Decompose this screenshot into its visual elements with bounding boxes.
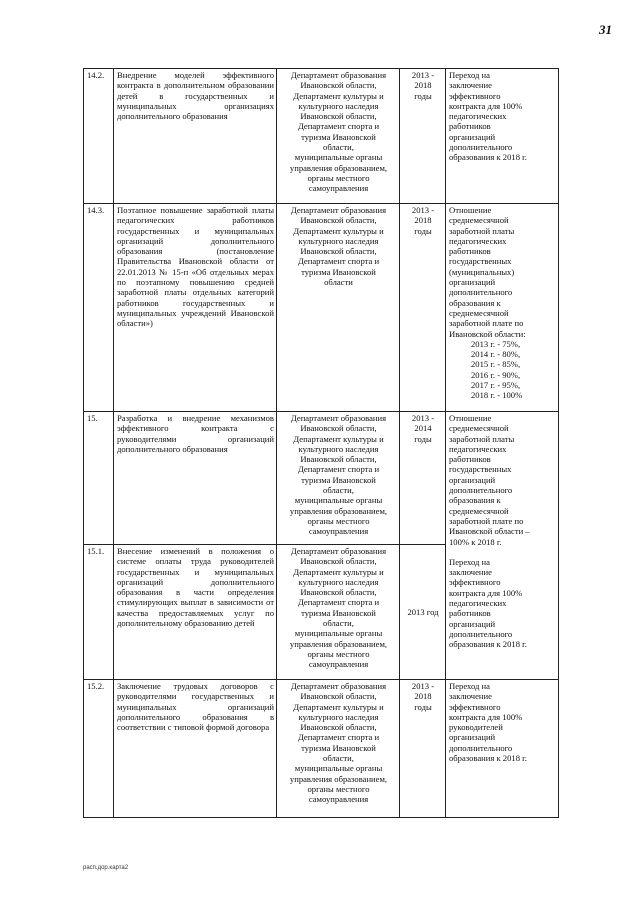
result-line: педагогических xyxy=(449,235,507,246)
responsible-line: Ивановской области, xyxy=(300,80,377,91)
result-line: эффективного xyxy=(449,701,501,712)
period-line: 2018 xyxy=(414,215,432,226)
roadmap-table xyxy=(83,68,559,818)
result-line: Ивановской области – xyxy=(449,526,530,537)
result-year-line: 2015 г. - 85%, xyxy=(471,359,521,370)
result-line: организаций xyxy=(449,618,496,629)
result-line: организаций xyxy=(449,131,496,142)
responsible-line: муниципальные органы xyxy=(294,152,383,163)
period-cell xyxy=(400,69,446,204)
period-cell xyxy=(400,204,446,412)
responsible-line: Ивановской области, xyxy=(300,691,377,702)
responsible-line: Департамент культуры и xyxy=(293,433,384,444)
responsible-line: Ивановской области, xyxy=(300,246,377,257)
result-line: педагогических xyxy=(449,443,507,454)
responsible-line: Департамент спорта и xyxy=(297,597,380,608)
action-cell: Внедрение моделей эффективного контракта в дополнительном образовании детей в государственных и муниципальных организациях дополнительного образования xyxy=(114,69,277,204)
result-line: государственных xyxy=(449,256,512,267)
result-line: заработной плате по xyxy=(449,515,524,526)
result-cell xyxy=(446,412,559,680)
responsible-cell xyxy=(277,545,400,680)
responsible-line: Ивановской области, xyxy=(300,722,377,733)
result-cell xyxy=(446,204,559,412)
responsible-line: управления образованием, xyxy=(289,162,388,173)
result-line: педагогических xyxy=(449,111,507,122)
responsible-line: Департамент спорта и xyxy=(297,732,380,743)
result-year-line: 2017 г. - 95%, xyxy=(471,380,521,391)
responsible-line: туризма Ивановской xyxy=(301,131,376,142)
result-cell xyxy=(446,69,559,204)
responsible-line: самоуправления xyxy=(308,659,369,670)
table-row xyxy=(84,204,559,412)
result-line: образования к xyxy=(449,297,501,308)
result-line: Переход на xyxy=(449,556,490,567)
result-line: заключение xyxy=(449,567,492,578)
responsible-line: самоуправления xyxy=(308,183,369,194)
responsible-line: органы местного xyxy=(307,172,370,183)
responsible-line: муниципальные органы xyxy=(294,628,383,639)
spacer xyxy=(449,547,556,557)
result-line: организаций xyxy=(449,732,496,743)
responsible-line: управления образованием, xyxy=(289,773,388,784)
responsible-line: органы местного xyxy=(307,648,370,659)
responsible-line: туризма Ивановской xyxy=(301,607,376,618)
period-line: 2018 xyxy=(414,80,432,91)
result-line: Переход на xyxy=(449,681,490,691)
responsible-line: Ивановской области, xyxy=(300,556,377,567)
responsible-line: туризма Ивановской xyxy=(301,474,376,485)
responsible-line: Департамент спорта и xyxy=(297,256,380,267)
result-line: образования к 2018 г. xyxy=(449,753,527,764)
result-line: заключение xyxy=(449,691,492,702)
responsible-line: муниципальные органы xyxy=(294,495,383,506)
result-line: образования к xyxy=(449,495,501,506)
result-line: Ивановской области: xyxy=(449,328,526,339)
period-line: годы xyxy=(414,225,432,236)
responsible-line: самоуправления xyxy=(308,794,369,805)
responsible-line: Ивановской области, xyxy=(300,587,377,598)
result-line: контракта для 100% xyxy=(449,587,523,598)
document-footer: расп.дор.карта2 xyxy=(83,865,129,871)
responsible-line: области, xyxy=(323,618,354,629)
responsible-line: Департамент образования xyxy=(290,205,387,215)
action-cell: Поэтапное повышение заработной платы педагогических работников государственных и муниципальных организаций дополнительного образования (постановление Правительства Ивановской области от 22.01.2013 № 15-п «Об отдельных мерах по поэтапному повышению средней заработной платы отдельных категорий работников государственных и муниципальных учреждений Ивановской области») xyxy=(114,204,277,412)
responsible-line: Департамент образования xyxy=(290,70,387,80)
responsible-line: Ивановской области, xyxy=(300,111,377,122)
responsible-cell xyxy=(277,680,400,818)
result-line: Отношение xyxy=(449,205,492,215)
item-number: 15.1. xyxy=(84,545,114,680)
result-line: Отношение xyxy=(449,413,492,423)
action-cell: Разработка и внедрение механизмов эффективного контракта с руководителями организаций дополнительного образования xyxy=(114,412,277,545)
responsible-line: области, xyxy=(323,142,354,153)
responsible-line: управления образованием, xyxy=(289,638,388,649)
responsible-line: органы местного xyxy=(307,783,370,794)
responsible-line: культурного наследия xyxy=(298,235,379,246)
responsible-line: Департамент культуры и xyxy=(293,566,384,577)
result-line: дополнительного xyxy=(449,142,513,153)
responsible-line: Департамент культуры и xyxy=(293,701,384,712)
period-cell xyxy=(400,545,446,680)
period-cell xyxy=(400,412,446,545)
result-line: среднемесячной xyxy=(449,215,509,226)
responsible-line: культурного наследия xyxy=(298,100,379,111)
result-line: руководителей xyxy=(449,722,503,733)
result-line: эффективного xyxy=(449,90,501,101)
period-line: 2013 - xyxy=(411,681,435,691)
result-line: дополнительного xyxy=(449,742,513,753)
responsible-line: культурного наследия xyxy=(298,576,379,587)
item-number: 14.3. xyxy=(84,204,114,412)
result-line: заработной платы xyxy=(449,225,515,236)
responsible-line: культурного наследия xyxy=(298,711,379,722)
responsible-cell xyxy=(277,204,400,412)
table-row xyxy=(84,680,559,818)
result-line: контракта для 100% xyxy=(449,100,523,111)
result-cell xyxy=(446,680,559,818)
result-line: работников xyxy=(449,121,491,132)
responsible-line: Ивановской области, xyxy=(300,454,377,465)
responsible-line: муниципальные органы xyxy=(294,763,383,774)
responsible-line: Департамент образования xyxy=(290,413,387,423)
responsible-line: Ивановской области, xyxy=(300,215,377,226)
result-year-line: 2016 г. - 90%, xyxy=(471,369,521,380)
result-line: контракта для 100% xyxy=(449,711,523,722)
result-line: работников xyxy=(449,608,491,619)
result-line: заключение xyxy=(449,80,492,91)
period-line: 2013 год xyxy=(407,607,439,618)
table-row xyxy=(84,69,559,204)
period-cell xyxy=(400,680,446,818)
result-line: работников xyxy=(449,246,491,257)
responsible-line: Департамент образования xyxy=(290,546,387,556)
responsible-line: самоуправления xyxy=(308,526,369,537)
result-line: заработной платы xyxy=(449,433,515,444)
period-line: 2014 xyxy=(414,423,432,434)
result-line: дополнительного xyxy=(449,628,513,639)
responsible-line: управления образованием, xyxy=(289,505,388,516)
result-line: среднемесячной xyxy=(449,307,509,318)
period-line: 2013 - xyxy=(411,413,435,423)
responsible-line: области xyxy=(324,277,353,288)
result-line: заработной плате по xyxy=(449,318,524,329)
responsible-line: туризма Ивановской xyxy=(301,742,376,753)
responsible-line: Ивановской области, xyxy=(300,423,377,434)
result-year-line: 2014 г. - 80%, xyxy=(471,349,521,360)
result-line: дополнительного xyxy=(449,287,513,298)
period-line: годы xyxy=(414,701,432,712)
responsible-line: Департамент спорта и xyxy=(297,464,380,475)
action-cell: Внесение изменений в положения о системе оплаты труда руководителей государственных и муниципальных организаций дополнительного образования в части определения стимулирующих выплат в зависимости от качества предоставляемых услуг по дополнительному образованию детей xyxy=(114,545,277,680)
table-row xyxy=(84,412,559,545)
item-number: 14.2. xyxy=(84,69,114,204)
result-line: организаций xyxy=(449,474,496,485)
result-year-line: 2018 г. - 100% xyxy=(471,390,523,401)
result-line: образования к 2018 г. xyxy=(449,639,527,650)
result-line: Переход на xyxy=(449,70,490,80)
period-line: 2013 - xyxy=(411,205,435,215)
period-line: 2013 - xyxy=(411,70,435,80)
result-line: государственных xyxy=(449,464,512,475)
result-line: среднемесячной xyxy=(449,423,509,434)
responsible-line: Департамент спорта и xyxy=(297,121,380,132)
result-line: педагогических xyxy=(449,598,507,609)
responsible-line: области, xyxy=(323,485,354,496)
action-cell: Заключение трудовых договоров с руководителями государственных и муниципальных организаций дополнительного образования в соответствии с типовой формой договора xyxy=(114,680,277,818)
responsible-line: Департамент культуры и xyxy=(293,90,384,101)
item-number: 15. xyxy=(84,412,114,545)
period-line: годы xyxy=(414,433,432,444)
responsible-line: культурного наследия xyxy=(298,443,379,454)
responsible-line: органы местного xyxy=(307,515,370,526)
result-line: эффективного xyxy=(449,577,501,588)
responsible-cell xyxy=(277,69,400,204)
result-line: образования к 2018 г. xyxy=(449,152,527,163)
responsible-line: Департамент образования xyxy=(290,681,387,691)
responsible-cell xyxy=(277,412,400,545)
result-line: дополнительного xyxy=(449,485,513,496)
responsible-line: туризма Ивановской xyxy=(301,266,376,277)
page-number: 31 xyxy=(599,22,612,37)
result-line: среднемесячной xyxy=(449,505,509,516)
responsible-line: области, xyxy=(323,753,354,764)
result-line: (муниципальных) xyxy=(449,266,515,277)
result-line: организаций xyxy=(449,277,496,288)
result-line: работников xyxy=(449,454,491,465)
responsible-line: Департамент культуры и xyxy=(293,225,384,236)
item-number: 15.2. xyxy=(84,680,114,818)
result-line: 100% к 2018 г. xyxy=(449,536,502,547)
result-year-line: 2013 г. - 75%, xyxy=(471,338,521,349)
period-line: 2018 xyxy=(414,691,432,702)
period-line: годы xyxy=(414,90,432,101)
